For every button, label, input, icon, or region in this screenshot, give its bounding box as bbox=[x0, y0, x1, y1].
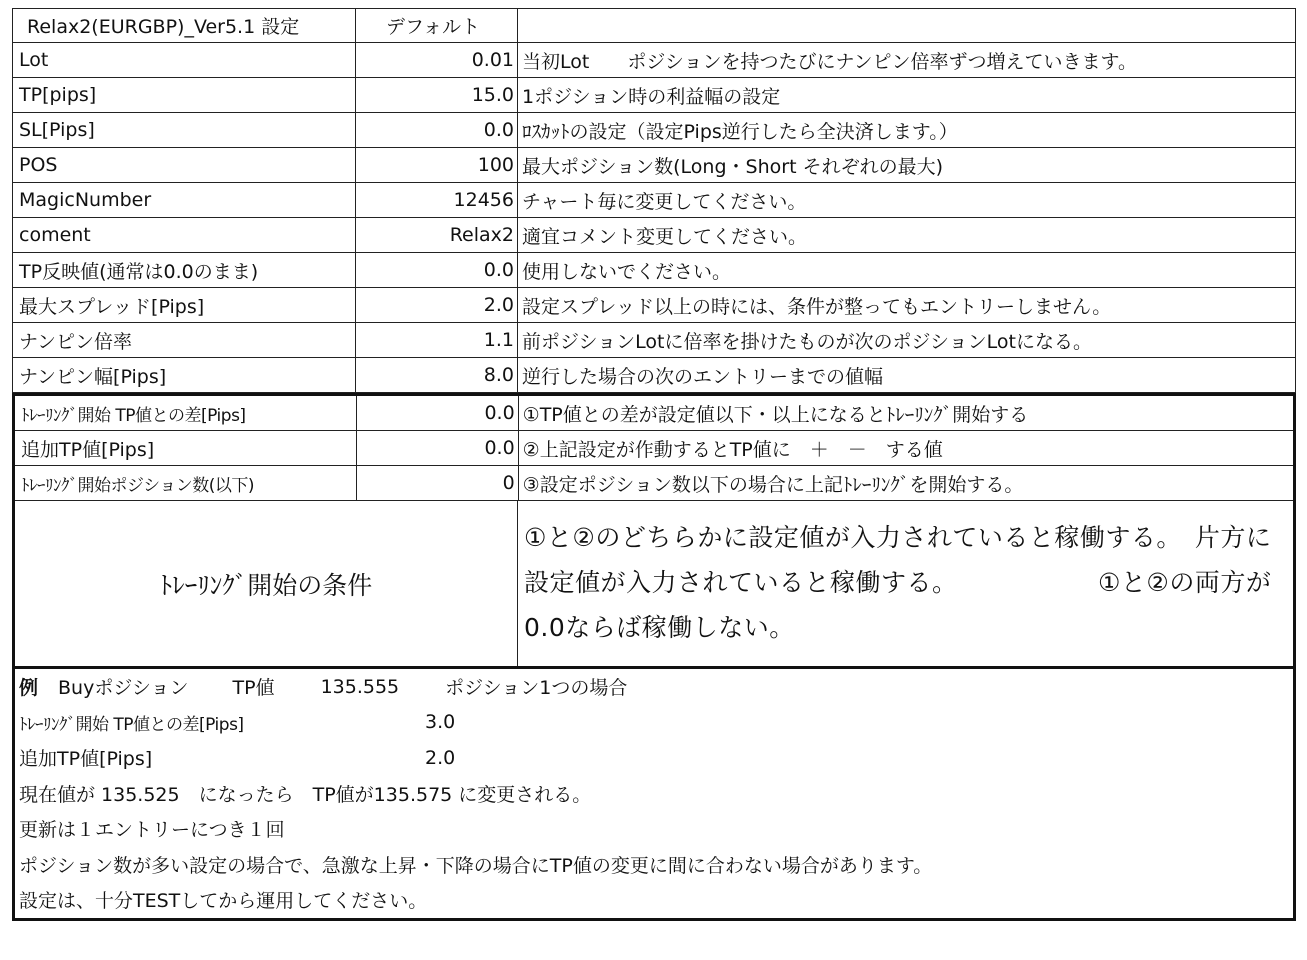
setting-name: ナンピン幅[Pips] bbox=[12, 358, 356, 393]
setting-row-tp bbox=[12, 78, 1296, 113]
setting-value[interactable]: 0 bbox=[357, 466, 518, 501]
example-line-3 bbox=[15, 740, 1293, 776]
description-column-header bbox=[518, 8, 1296, 43]
trailing-condition-text: ①と②のどちらかに設定値が入力されていると稼働する。 片方に設定値が入力されていると稼働する。 ①と②の両方が0.0ならば稼働しない。 bbox=[524, 523, 1272, 642]
setting-row-max-spread bbox=[12, 288, 1296, 323]
header-row bbox=[12, 8, 1296, 43]
setting-row-nanpin-multiplier bbox=[12, 323, 1296, 358]
settings-sheet bbox=[12, 8, 1296, 921]
setting-description: 最大ポジション数(Long・Short それぞれの最大) bbox=[518, 148, 1296, 183]
example-line-5: 更新は１エントリーにつき１回 bbox=[19, 819, 285, 842]
setting-description: ③設定ポジション数以下の場合に上記ﾄﾚｰﾘﾝｸﾞを開始する。 bbox=[519, 466, 1293, 501]
example-line-4: 現在値が 135.525 になったら TP値が135.575 に変更される。 bbox=[19, 783, 592, 806]
setting-name: SL[Pips] bbox=[12, 113, 356, 148]
default-column-header: デフォルト bbox=[356, 8, 518, 43]
trailing-row-add-tp bbox=[15, 431, 1293, 466]
example-label: 例 bbox=[19, 677, 39, 700]
setting-description: ①TP値との差が設定値以下・以上になるとﾄﾚｰﾘﾝｸﾞ開始する bbox=[519, 396, 1293, 431]
trailing-section bbox=[12, 393, 1296, 669]
setting-value[interactable]: 0.01 bbox=[356, 43, 518, 78]
setting-name: TP[pips] bbox=[12, 78, 356, 113]
setting-name: ﾄﾚｰﾘﾝｸﾞ開始 TP値との差[Pips] bbox=[15, 396, 357, 431]
setting-name: ﾄﾚｰﾘﾝｸﾞ開始ポジション数(以下) bbox=[15, 466, 357, 501]
setting-name: 追加TP値[Pips] bbox=[15, 431, 357, 466]
example-line-7: 設定は、十分TESTしてから運用してください。 bbox=[19, 890, 428, 913]
setting-description: 1ポジション時の利益幅の設定 bbox=[518, 78, 1296, 113]
setting-row-nanpin-width bbox=[12, 358, 1296, 393]
setting-name: ナンピン倍率 bbox=[12, 323, 356, 358]
setting-row-sl bbox=[12, 113, 1296, 148]
setting-value[interactable]: 1.1 bbox=[356, 323, 518, 358]
setting-row-magic-number bbox=[12, 183, 1296, 218]
setting-name: Lot bbox=[12, 43, 356, 78]
setting-value[interactable]: 0.0 bbox=[356, 113, 518, 148]
setting-description: 適宜コメント変更してください。 bbox=[518, 218, 1296, 253]
setting-row-comment bbox=[12, 218, 1296, 253]
setting-description: 当初Lot ポジションを持つたびにナンピン倍率ずつ増えていきます。 bbox=[518, 43, 1296, 78]
example-param-name: 追加TP値[Pips] bbox=[19, 748, 153, 771]
setting-name: POS bbox=[12, 148, 356, 183]
setting-value[interactable]: 12456 bbox=[356, 183, 518, 218]
example-tp-label: TP値 bbox=[232, 677, 275, 700]
setting-description: 設定スプレッド以上の時には、条件が整ってもエントリーしません。 bbox=[518, 288, 1296, 323]
setting-value[interactable]: 0.0 bbox=[357, 396, 518, 431]
example-position-type: Buyポジション bbox=[58, 677, 189, 700]
setting-value[interactable]: Relax2 bbox=[356, 218, 518, 253]
example-param-value: 2.0 bbox=[425, 746, 456, 769]
setting-value[interactable]: 8.0 bbox=[356, 358, 518, 393]
setting-value[interactable]: 100 bbox=[356, 148, 518, 183]
setting-description: 逆行した場合の次のエントリーまでの値幅 bbox=[518, 358, 1296, 393]
setting-value[interactable]: 0.0 bbox=[356, 253, 518, 288]
example-line-1 bbox=[15, 669, 1293, 705]
setting-row-lot bbox=[12, 43, 1296, 78]
trailing-condition-label: ﾄﾚｰﾘﾝｸﾞ開始の条件 bbox=[15, 501, 518, 666]
example-section bbox=[12, 669, 1296, 921]
setting-description: チャート毎に変更してください。 bbox=[518, 183, 1296, 218]
setting-name: 最大スプレッド[Pips] bbox=[12, 288, 356, 323]
setting-name: coment bbox=[12, 218, 356, 253]
example-position-count: ポジション1つの場合 bbox=[445, 677, 628, 700]
setting-row-pos bbox=[12, 148, 1296, 183]
setting-value[interactable]: 15.0 bbox=[356, 78, 518, 113]
trailing-row-start-diff bbox=[15, 396, 1293, 431]
trailing-condition-block bbox=[15, 501, 1293, 669]
setting-value[interactable]: 0.0 bbox=[357, 431, 518, 466]
setting-name: MagicNumber bbox=[12, 183, 356, 218]
setting-name: TP反映値(通常は0.0のまま) bbox=[12, 253, 356, 288]
setting-description: 前ポジションLotに倍率を掛けたものが次のポジションLotになる。 bbox=[518, 323, 1296, 358]
example-line-6: ポジション数が多い設定の場合で、急激な上昇・下降の場合にTP値の変更に間に合わない場合があります。 bbox=[19, 854, 933, 877]
example-param-value: 3.0 bbox=[425, 711, 456, 734]
trailing-row-start-positions bbox=[15, 466, 1293, 501]
setting-value[interactable]: 2.0 bbox=[356, 288, 518, 323]
sheet-title: Relax2(EURGBP)_Ver5.1 設定 bbox=[12, 8, 356, 43]
example-param-name: ﾄﾚｰﾘﾝｸﾞ開始 TP値との差[Pips] bbox=[19, 714, 244, 735]
example-line-2 bbox=[15, 705, 1293, 741]
example-tp-value: 135.555 bbox=[320, 675, 400, 698]
setting-description: ﾛｽｶｯﾄの設定（設定Pips逆行したら全決済します。） bbox=[518, 113, 1296, 148]
setting-description: 使用しないでください。 bbox=[518, 253, 1296, 288]
setting-row-tp-reflect bbox=[12, 253, 1296, 288]
setting-description: ②上記設定が作動するとTP値に ＋ － する値 bbox=[519, 431, 1293, 466]
